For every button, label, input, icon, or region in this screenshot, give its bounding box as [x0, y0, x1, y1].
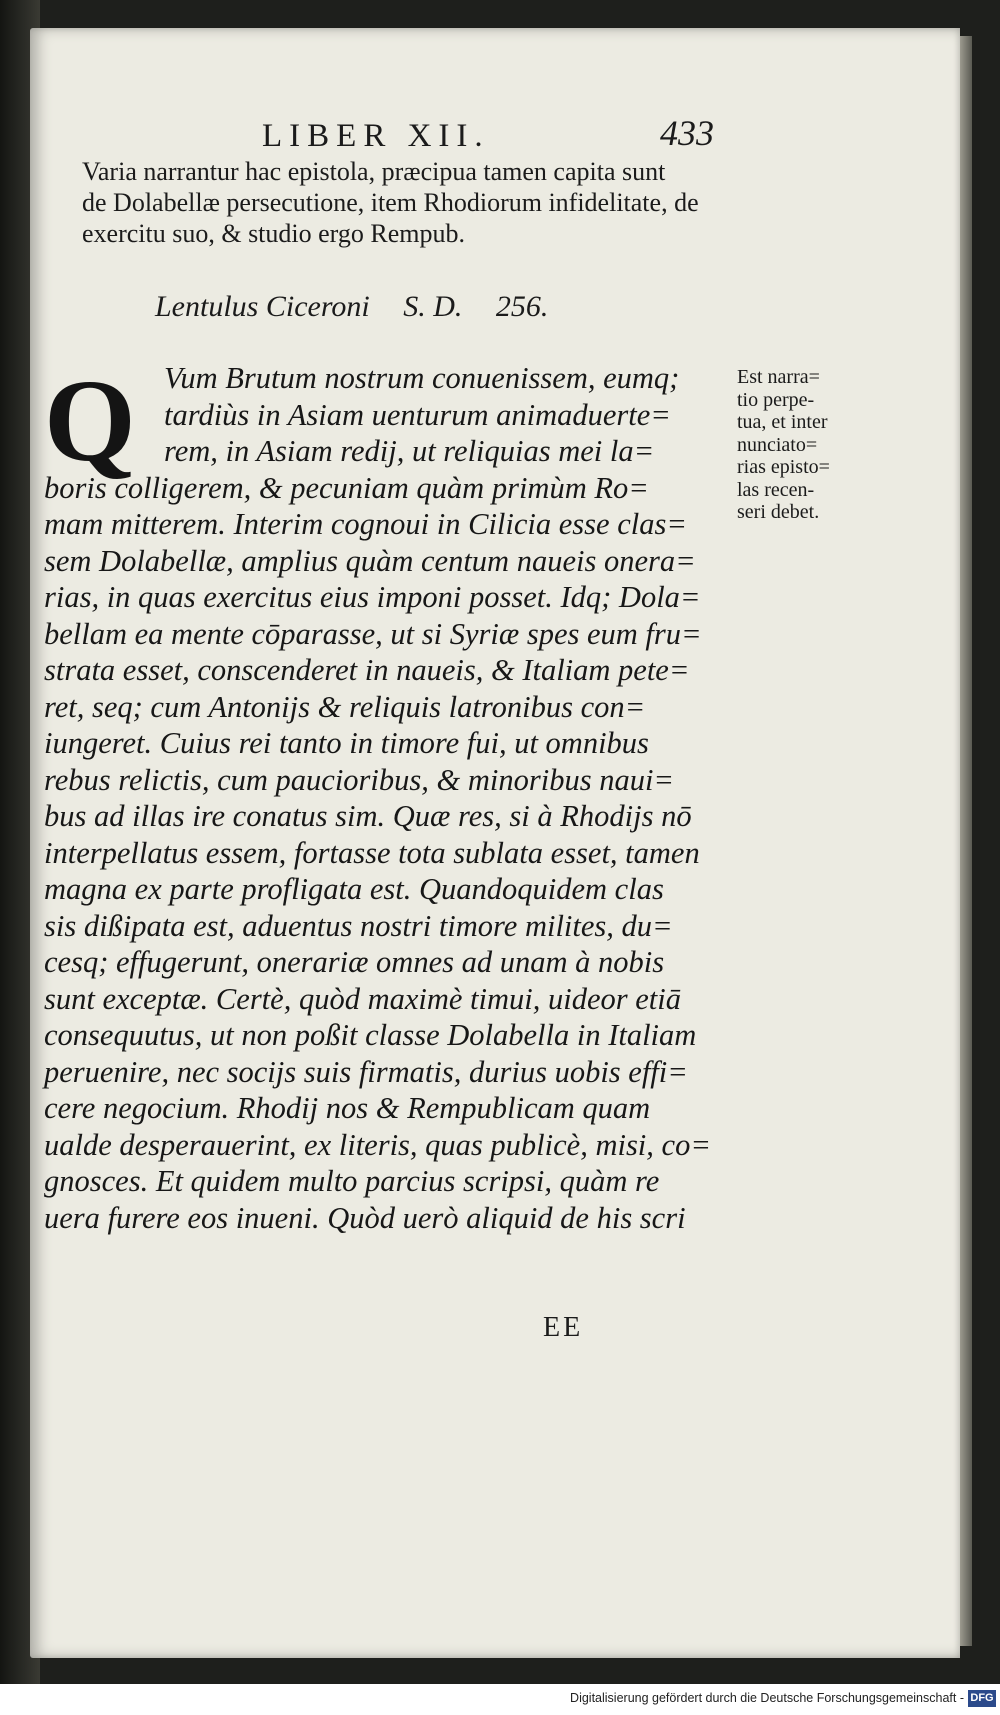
- body-line: peruenire, nec socijs suis firmatis, durius uobis effi=: [44, 1054, 688, 1089]
- digitization-footer: [0, 1684, 1000, 1715]
- letter-body: [44, 355, 732, 1236]
- body-line: iungeret. Cuius rei tanto in timore fui, ut omnibus: [44, 726, 649, 760]
- salutation-greeting: S. D.: [403, 290, 463, 323]
- body-line: tardiùs in Asiam uenturum animaduerte=: [164, 397, 671, 432]
- body-line: cesq; effugerunt, onerariæ omnes ad unam à nobis: [44, 945, 665, 979]
- body-line: sunt exceptæ. Certè, quòd maximè timui, uideor etiā: [44, 981, 681, 1016]
- letter-salutation: [155, 290, 574, 324]
- body-line: Vum Brutum nostrum conuenissem, eumq;: [164, 361, 680, 395]
- body-line: boris colligerem, & pecuniam quàm primùm Ro=: [44, 470, 649, 505]
- body-line: interpellatus essem, fortasse tota sublata esset, tamen: [44, 835, 700, 870]
- body-line: rias, in quas exercitus eius imponi posset. Idq; Dola=: [44, 580, 701, 614]
- argument-line: Varia narrantur hac epistola, præcipua tamen capita sunt: [82, 157, 666, 186]
- argument-line: de Dolabellæ persecutione, item Rhodiorum infidelitate, de: [82, 188, 699, 217]
- body-line: ualde desperauerint, ex literis, quas publicè, misi, co=: [44, 1127, 711, 1162]
- body-line: gnosces. Et quidem multo parcius scripsi, quàm re: [44, 1164, 660, 1198]
- margin-note-line: las recen-: [737, 478, 815, 501]
- argument-line: exercitu suo, & studio ergo Rempub.: [82, 219, 465, 248]
- body-line: rebus relictis, cum paucioribus, & minoribus naui=: [44, 762, 675, 797]
- body-line: uera furere eos inueni. Quòd uerò aliquid de his scri: [44, 1200, 686, 1235]
- page-edge-right: [960, 36, 972, 1646]
- footer-credit: Digitalisierung gefördert durch die Deutsche Forschungsgemeinschaft -: [570, 1691, 964, 1705]
- margin-note-line: rias episto=: [737, 456, 830, 478]
- margin-note-line: nunciato=: [737, 433, 818, 456]
- marginal-note: [737, 366, 867, 524]
- letter-number: 256.: [495, 290, 549, 323]
- margin-note-line: tio perpe-: [737, 388, 815, 411]
- margin-note-line: Est narra=: [737, 366, 820, 388]
- margin-note-line: seri debet.: [737, 501, 820, 523]
- body-line: cere negocium. Rhodij nos & Rempublicam quam: [44, 1091, 651, 1125]
- body-line: bus ad illas ire conatus sim. Quæ res, si à Rhodijs nō: [44, 799, 692, 833]
- margin-note-line: tua, et inter: [737, 411, 828, 433]
- salutation-sender: Lentulus Ciceroni: [155, 290, 370, 323]
- dfg-logo-icon: DFG: [968, 1690, 996, 1707]
- body-line: sis dißipata est, aduentus nostri timore milites, du=: [44, 908, 673, 943]
- body-line: magna ex parte profligata est. Quandoquidem clas: [44, 872, 664, 906]
- running-title: LIBER XII.: [262, 118, 490, 154]
- signature-mark: EE: [543, 1312, 584, 1343]
- body-line: mam mitterem. Interim cognoui in Cilicia esse clas=: [44, 507, 687, 541]
- body-line: ret, seq; cum Antonijs & reliquis latronibus con=: [44, 689, 646, 724]
- drop-cap: Q: [44, 355, 136, 486]
- body-line: sem Dolabellæ, amplius quàm centum naueis onera=: [44, 543, 696, 578]
- argument-summary: [82, 156, 730, 249]
- folio-number: 433: [660, 113, 714, 153]
- body-line: consequutus, ut non poßit classe Dolabella in Italiam: [44, 1018, 697, 1052]
- body-line: strata esset, conscenderet in naueis, & Italiam pete=: [44, 653, 690, 687]
- body-line: bellam ea mente cōparasse, ut si Syriæ spes eum fru=: [44, 616, 702, 651]
- body-line: rem, in Asiam redij, ut reliquias mei la=: [164, 434, 655, 468]
